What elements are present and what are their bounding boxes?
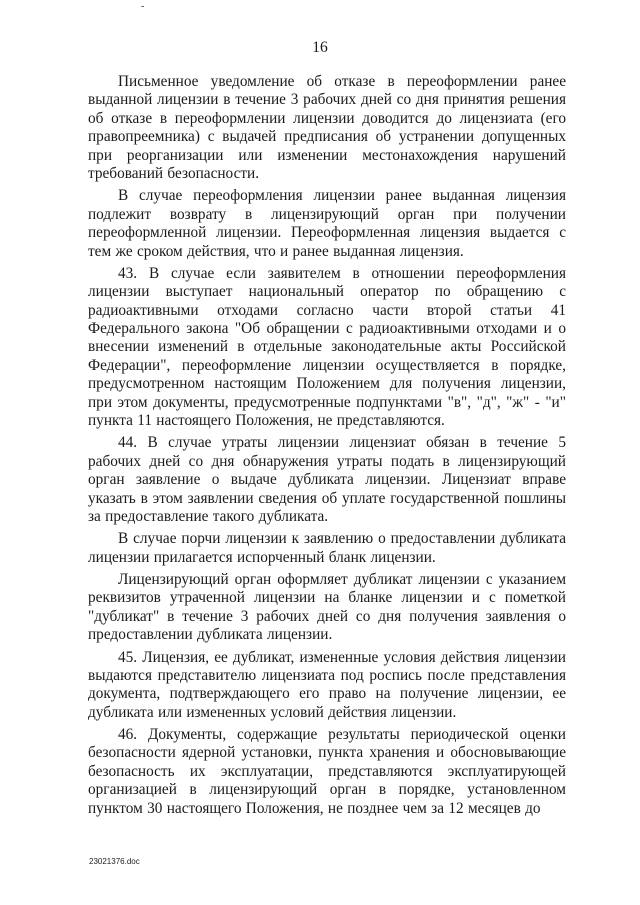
paragraph-item-43: 43. В случае если заявителем в отношении переоформления лицензии выступает национальный оператор по обращению с радиоактивными отходами согласно части второй статьи 41 Федерального закона "Об обращении с радиоактивными отходами и о внесении изменений в отдельные законодательные акты Российской Федерации", переоформление лицензии осуществляется в порядке, предусмотренном настоящим Положением для получения лицензии, при этом документы, предусмотренные подпунктами "в", "д", "ж" - "и" пункта 11 настоящего Положения, не представляются. (88, 264, 566, 430)
paragraph-item-45: 45. Лицензия, ее дубликат, измененные условия действия лицензии выдаются представителю лицензиата под роспись после представления документа, подтверждающего его право на получение лицензии, ее дубликата или измененных условий действия лицензии. (88, 648, 566, 721)
page-number: 16 (312, 39, 328, 56)
footer-file-name: 23021376.doc (89, 857, 140, 866)
top-mark: - (141, 1, 145, 12)
paragraph-item-44: 44. В случае утраты лицензии лицензиат обязан в течение 5 рабочих дней со дня обнаружения утраты подать в лицензирующий орган заявление о выдаче дубликата лицензии. Лицензиат вправе указать в этом заявлении сведения об уплате государственной пошлины за предоставление такого дубликата. (88, 434, 566, 526)
paragraph-license-return: В случае переоформления лицензии ранее выданная лицензия подлежит возврату в лицензирующий орган при получении переоформленной лицензии. Переоформленная лицензия выдается с тем же сроком действия, что и ранее выданная лицензия. (88, 187, 566, 260)
paragraph-license-damage: В случае порчи лицензии к заявлению о предоставлении дубликата лицензии прилагается испорченный бланк лицензии. (88, 530, 566, 566)
paragraph-item-46: 46. Документы, содержащие результаты периодической оценки безопасности ядерной установки, пункта хранения и обосновывающие безопасность их эксплуатации, представляются эксплуатирующей организацией в лицензирующий орган в порядке, установленном пунктом 30 настоящего Положения, не позднее чем за 12 месяцев до (88, 726, 566, 817)
paragraph-refusal-notice: Письменное уведомление об отказе в переоформлении ранее выданной лицензии в течение 3 рабочих дней со дня принятия решения об отказе в переоформлении лицензии доводится до лицензиата (его правопреемника) с выдачей предписания об устранении допущенных при реорганизации или изменении местонахождения нарушений требований безопасности. (88, 73, 566, 183)
body-text (88, 73, 566, 818)
paragraph-duplicate-issue: Лицензирующий орган оформляет дубликат лицензии с указанием реквизитов утраченной лицензии на бланке лицензии и с пометкой "дубликат" в течение 3 рабочих дней со дня получения заявления о предоставлении дубликата лицензии. (88, 571, 566, 644)
